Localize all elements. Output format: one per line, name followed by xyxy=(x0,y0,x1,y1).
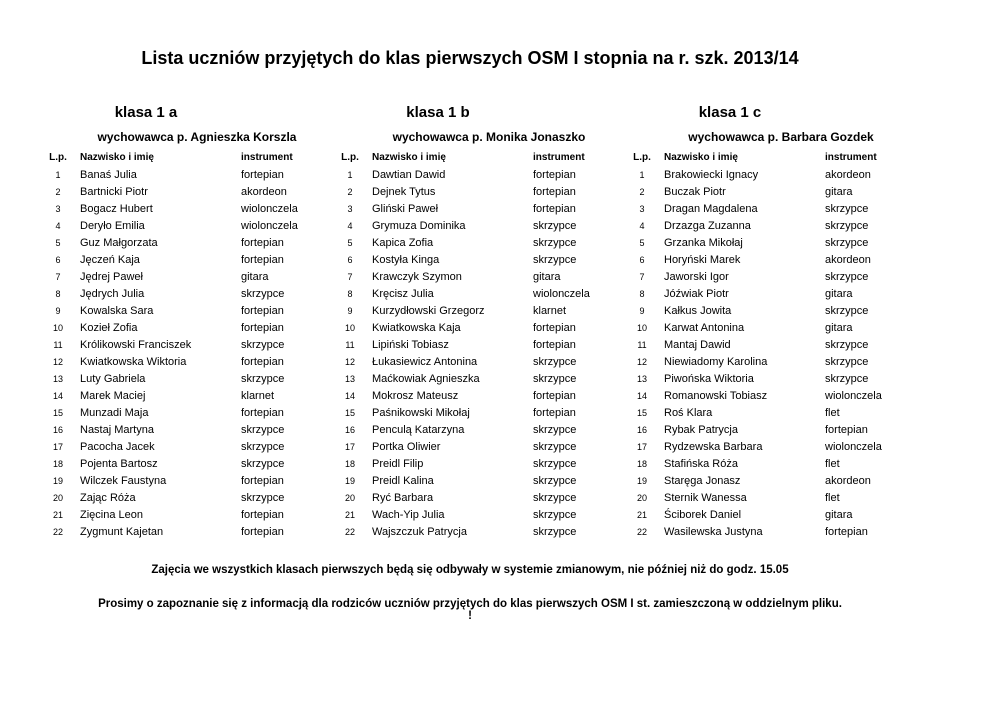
student-instrument: skrzypce xyxy=(533,373,577,385)
student-instrument: gitara xyxy=(825,322,853,334)
student-name: Jędrych Julia xyxy=(80,288,145,300)
student-instrument: flet xyxy=(825,492,840,504)
row-number: 13 xyxy=(52,374,63,384)
class-teacher: wychowawca p. Monika Jonaszko xyxy=(392,130,586,144)
table-row xyxy=(630,303,922,320)
student-instrument: klarnet xyxy=(533,305,567,317)
table-row xyxy=(338,473,630,490)
row-number: 15 xyxy=(636,408,647,418)
row-number: 22 xyxy=(636,527,647,537)
row-number: 3 xyxy=(55,204,61,214)
table-row xyxy=(46,405,338,422)
row-number: 8 xyxy=(347,289,353,299)
student-instrument: flet xyxy=(825,458,840,470)
student-instrument: fortepian xyxy=(241,169,284,181)
table-row xyxy=(338,167,630,184)
table-row xyxy=(630,405,922,422)
table-row xyxy=(338,507,630,524)
table-row xyxy=(630,337,922,354)
row-number: 4 xyxy=(347,221,353,231)
row-number: 17 xyxy=(636,442,647,452)
student-name: Lipiński Tobiasz xyxy=(372,339,449,351)
student-name: Portka Oliwier xyxy=(372,441,441,453)
student-instrument: skrzypce xyxy=(825,305,869,317)
row-number: 9 xyxy=(639,306,645,316)
student-name: Kwiatkowska Kaja xyxy=(372,322,461,334)
student-name: Gliński Paweł xyxy=(372,203,439,215)
student-instrument: skrzypce xyxy=(241,492,285,504)
row-number: 1 xyxy=(55,170,61,180)
student-instrument: fortepian xyxy=(241,322,284,334)
table-row xyxy=(46,167,338,184)
table-row xyxy=(46,422,338,439)
student-name: Staręga Jonasz xyxy=(664,475,741,487)
student-instrument: skrzypce xyxy=(533,441,577,453)
table-row xyxy=(338,286,630,303)
student-name: Jęczeń Kaja xyxy=(80,254,140,266)
student-instrument: skrzypce xyxy=(533,458,577,470)
table-row xyxy=(630,371,922,388)
table-row xyxy=(630,167,922,184)
header-instrument: instrument xyxy=(241,152,293,163)
student-name: Sternik Wanessa xyxy=(664,492,747,504)
student-name: Grymuza Dominika xyxy=(372,220,466,232)
header-name: Nazwisko i imię xyxy=(80,152,154,163)
row-number: 4 xyxy=(639,221,645,231)
table-row xyxy=(46,235,338,252)
row-number: 18 xyxy=(636,459,647,469)
row-number: 15 xyxy=(344,408,355,418)
row-number: 10 xyxy=(52,323,63,333)
header-name: Nazwisko i imię xyxy=(372,152,446,163)
row-number: 2 xyxy=(347,187,353,197)
student-name: Marek Maciej xyxy=(80,390,146,402)
row-number: 8 xyxy=(55,289,61,299)
table-row xyxy=(630,473,922,490)
table-row xyxy=(46,439,338,456)
student-name: Kostyła Kinga xyxy=(372,254,440,266)
row-number: 11 xyxy=(345,340,355,350)
row-number: 9 xyxy=(55,306,61,316)
table-row xyxy=(338,269,630,286)
student-name: Dejnek Tytus xyxy=(372,186,436,198)
student-name: Bogacz Hubert xyxy=(80,203,153,215)
row-number: 5 xyxy=(55,238,61,248)
row-number: 9 xyxy=(347,306,353,316)
student-instrument: skrzypce xyxy=(825,373,869,385)
header-lp: L.p. xyxy=(341,152,359,163)
table-row xyxy=(338,218,630,235)
table-row xyxy=(338,252,630,269)
student-instrument: fortepian xyxy=(825,424,868,436)
student-instrument: fortepian xyxy=(533,322,576,334)
student-instrument: gitara xyxy=(825,186,853,198)
table-row xyxy=(46,269,338,286)
table-row xyxy=(338,371,630,388)
student-instrument: skrzypce xyxy=(241,373,285,385)
row-number: 11 xyxy=(637,340,647,350)
student-name: Ryć Barbara xyxy=(372,492,434,504)
row-number: 14 xyxy=(344,391,355,401)
student-instrument: skrzypce xyxy=(533,492,577,504)
header-lp: L.p. xyxy=(633,152,651,163)
student-instrument: skrzypce xyxy=(241,458,285,470)
table-row xyxy=(338,422,630,439)
student-instrument: skrzypce xyxy=(533,254,577,266)
student-instrument: akordeon xyxy=(241,186,287,198)
student-instrument: wiolonczela xyxy=(533,288,590,300)
student-instrument: wiolonczela xyxy=(825,441,882,453)
row-number: 7 xyxy=(55,272,61,282)
table-row xyxy=(338,303,630,320)
table-row xyxy=(630,439,922,456)
table-row xyxy=(46,252,338,269)
row-number: 22 xyxy=(52,527,63,537)
student-name: Pojenta Bartosz xyxy=(80,458,158,470)
row-number: 3 xyxy=(347,204,353,214)
student-name: Romanowski Tobiasz xyxy=(664,390,768,402)
student-name: Wilczek Faustyna xyxy=(80,475,167,487)
table-row xyxy=(630,269,922,286)
table-row xyxy=(630,388,922,405)
row-number: 15 xyxy=(52,408,63,418)
student-instrument: fortepian xyxy=(533,390,576,402)
student-name: Jaworski Igor xyxy=(664,271,729,283)
student-instrument: akordeon xyxy=(825,254,871,266)
row-number: 17 xyxy=(52,442,63,452)
student-instrument: wiolonczela xyxy=(241,220,298,232)
student-instrument: fortepian xyxy=(241,407,284,419)
student-name: Munzadi Maja xyxy=(80,407,149,419)
class-name: klasa 1 c xyxy=(698,104,762,121)
table-row xyxy=(46,456,338,473)
student-instrument: fortepian xyxy=(241,475,284,487)
row-number: 13 xyxy=(344,374,355,384)
table-row xyxy=(46,473,338,490)
row-number: 21 xyxy=(636,510,647,520)
student-name: Zając Róża xyxy=(80,492,136,504)
student-name: Rybak Patrycja xyxy=(664,424,738,436)
table-row xyxy=(630,201,922,218)
student-instrument: skrzypce xyxy=(825,339,869,351)
row-number: 1 xyxy=(639,170,645,180)
student-instrument: gitara xyxy=(241,271,269,283)
student-name: Królikowski Franciszek xyxy=(80,339,192,351)
student-name: Wajszczuk Patrycja xyxy=(372,526,467,538)
student-name: Paśnikowski Mikołaj xyxy=(372,407,470,419)
table-row xyxy=(338,490,630,507)
student-name: Deryło Emilia xyxy=(80,220,145,232)
table-row xyxy=(338,354,630,371)
student-name: Guz Małgorzata xyxy=(80,237,158,249)
student-name: Wach-Yip Julia xyxy=(372,509,445,521)
student-list xyxy=(630,167,922,541)
student-instrument: fortepian xyxy=(533,407,576,419)
table-row xyxy=(630,507,922,524)
row-number: 13 xyxy=(636,374,647,384)
row-number: 16 xyxy=(344,425,355,435)
table-row xyxy=(46,201,338,218)
student-instrument: skrzypce xyxy=(533,356,577,368)
header-name: Nazwisko i imię xyxy=(664,152,738,163)
student-instrument: skrzypce xyxy=(533,475,577,487)
student-name: Horyński Marek xyxy=(664,254,741,266)
student-instrument: skrzypce xyxy=(533,509,577,521)
row-number: 14 xyxy=(636,391,647,401)
table-row xyxy=(630,354,922,371)
table-row xyxy=(46,286,338,303)
student-instrument: fortepian xyxy=(241,356,284,368)
class-teacher: wychowawca p. Barbara Gozdek xyxy=(688,130,874,144)
row-number: 19 xyxy=(52,476,63,486)
table-row xyxy=(630,320,922,337)
student-name: Niewiadomy Karolina xyxy=(664,356,768,368)
header-instrument: instrument xyxy=(533,152,585,163)
student-instrument: fortepian xyxy=(241,305,284,317)
student-instrument: fortepian xyxy=(533,339,576,351)
page-title: Lista uczniów przyjętych do klas pierwszych OSM I stopnia na r. szk. 2013/14 xyxy=(141,48,799,68)
student-name: Kręcisz Julia xyxy=(372,288,434,300)
student-name: Jędrej Paweł xyxy=(80,271,143,283)
row-number: 14 xyxy=(52,391,63,401)
student-name: Kozieł Zofia xyxy=(80,322,138,334)
student-name: Stafińska Róża xyxy=(664,458,738,470)
student-instrument: fortepian xyxy=(533,186,576,198)
student-instrument: fortepian xyxy=(241,237,284,249)
table-row xyxy=(46,490,338,507)
table-row xyxy=(46,524,338,541)
table-row xyxy=(338,201,630,218)
student-name: Maćkowiak Agnieszka xyxy=(372,373,480,385)
student-name: Nastaj Martyna xyxy=(80,424,154,436)
student-instrument: fortepian xyxy=(241,526,284,538)
table-row xyxy=(338,439,630,456)
student-instrument: skrzypce xyxy=(825,237,869,249)
student-list xyxy=(338,167,630,541)
student-name: Krawczyk Szymon xyxy=(372,271,462,283)
info-note-mark: ! xyxy=(468,610,472,622)
student-instrument: flet xyxy=(825,407,840,419)
student-instrument: klarnet xyxy=(241,390,275,402)
table-row xyxy=(46,337,338,354)
header-lp: L.p. xyxy=(49,152,67,163)
student-name: Kałkus Jowita xyxy=(664,305,732,317)
table-row xyxy=(46,371,338,388)
row-number: 20 xyxy=(344,493,355,503)
student-instrument: skrzypce xyxy=(241,424,285,436)
student-instrument: skrzypce xyxy=(825,356,869,368)
row-number: 3 xyxy=(639,204,645,214)
student-name: Grzanka Mikołaj xyxy=(664,237,743,249)
row-number: 7 xyxy=(639,272,645,282)
table-row xyxy=(630,218,922,235)
student-instrument: skrzypce xyxy=(241,339,285,351)
row-number: 1 xyxy=(347,170,353,180)
row-number: 8 xyxy=(639,289,645,299)
table-row xyxy=(630,456,922,473)
student-instrument: skrzypce xyxy=(241,441,285,453)
student-name: Łukasiewicz Antonina xyxy=(372,356,478,368)
table-row xyxy=(338,337,630,354)
student-instrument: gitara xyxy=(825,509,853,521)
class-name: klasa 1 a xyxy=(114,104,178,121)
student-instrument: gitara xyxy=(825,288,853,300)
class-teacher: wychowawca p. Agnieszka Korszla xyxy=(97,130,297,144)
student-name: Zygmunt Kajetan xyxy=(80,526,164,538)
row-number: 2 xyxy=(55,187,61,197)
student-name: Jóźwiak Piotr xyxy=(664,288,729,300)
student-name: Zięcina Leon xyxy=(80,509,143,521)
row-number: 10 xyxy=(636,323,647,333)
student-instrument: skrzypce xyxy=(825,271,869,283)
table-row xyxy=(338,405,630,422)
student-name: Mokrosz Mateusz xyxy=(372,390,459,402)
table-row xyxy=(630,235,922,252)
row-number: 6 xyxy=(639,255,645,265)
student-name: Brakowiecki Ignacy xyxy=(664,169,759,181)
row-number: 5 xyxy=(347,238,353,248)
student-instrument: wiolonczela xyxy=(241,203,298,215)
student-name: Wasilewska Justyna xyxy=(664,526,763,538)
table-row xyxy=(46,388,338,405)
row-number: 19 xyxy=(636,476,647,486)
student-name: Kurzydłowski Grzegorz xyxy=(372,305,485,317)
student-name: Roś Klara xyxy=(664,407,713,419)
student-name: Piwońska Wiktoria xyxy=(664,373,754,385)
student-name: Karwat Antonina xyxy=(664,322,745,334)
student-instrument: akordeon xyxy=(825,169,871,181)
student-list xyxy=(46,167,338,541)
student-instrument: skrzypce xyxy=(533,424,577,436)
row-number: 5 xyxy=(639,238,645,248)
student-instrument: skrzypce xyxy=(533,220,577,232)
student-instrument: fortepian xyxy=(241,254,284,266)
row-number: 12 xyxy=(344,357,355,367)
student-name: Dragan Magdalena xyxy=(664,203,758,215)
student-instrument: gitara xyxy=(533,271,561,283)
student-instrument: wiolonczela xyxy=(825,390,882,402)
table-row xyxy=(338,235,630,252)
row-number: 10 xyxy=(344,323,355,333)
student-name: Penculą Katarzyna xyxy=(372,424,465,436)
student-name: Luty Gabriela xyxy=(80,373,146,385)
row-number: 20 xyxy=(52,493,63,503)
student-instrument: fortepian xyxy=(533,169,576,181)
table-row xyxy=(630,184,922,201)
table-row xyxy=(630,286,922,303)
header-instrument: instrument xyxy=(825,152,877,163)
table-row xyxy=(46,218,338,235)
student-instrument: fortepian xyxy=(533,203,576,215)
class-name: klasa 1 b xyxy=(406,104,470,121)
row-number: 22 xyxy=(344,527,355,537)
table-row xyxy=(46,184,338,201)
student-name: Preidl Kalina xyxy=(372,475,434,487)
student-instrument: akordeon xyxy=(825,475,871,487)
student-name: Buczak Piotr xyxy=(664,186,726,198)
row-number: 12 xyxy=(636,357,647,367)
table-row xyxy=(46,507,338,524)
row-number: 18 xyxy=(344,459,355,469)
student-instrument: skrzypce xyxy=(825,220,869,232)
student-name: Drzazga Zuzanna xyxy=(664,220,751,232)
schedule-note: Zajęcia we wszystkich klasach pierwszych będą się odbywały w systemie zmianowym, nie później niż do godz. 15.05 xyxy=(151,564,789,576)
student-name: Bartnicki Piotr xyxy=(80,186,148,198)
table-row xyxy=(630,252,922,269)
student-name: Kowalska Sara xyxy=(80,305,154,317)
row-number: 7 xyxy=(347,272,353,282)
row-number: 19 xyxy=(344,476,355,486)
row-number: 2 xyxy=(639,187,645,197)
row-number: 20 xyxy=(636,493,647,503)
table-row xyxy=(338,456,630,473)
row-number: 18 xyxy=(52,459,63,469)
table-row xyxy=(46,303,338,320)
row-number: 17 xyxy=(344,442,355,452)
student-instrument: skrzypce xyxy=(825,203,869,215)
student-instrument: skrzypce xyxy=(241,288,285,300)
table-row xyxy=(630,490,922,507)
student-name: Pacocha Jacek xyxy=(80,441,155,453)
row-number: 12 xyxy=(52,357,63,367)
student-name: Preidl Filip xyxy=(372,458,424,470)
student-instrument: skrzypce xyxy=(533,237,577,249)
student-instrument: fortepian xyxy=(241,509,284,521)
row-number: 16 xyxy=(52,425,63,435)
table-row xyxy=(338,184,630,201)
row-number: 21 xyxy=(52,510,63,520)
student-name: Kapica Zofia xyxy=(372,237,434,249)
info-note: Prosimy o zapoznanie się z informacją dla rodziców uczniów przyjętych do klas pierwszych OSM I st. zamieszczoną w oddzielnym pliku. xyxy=(98,598,842,610)
table-row xyxy=(338,524,630,541)
student-name: Rydzewska Barbara xyxy=(664,441,763,453)
table-row xyxy=(630,422,922,439)
student-name: Banaś Julia xyxy=(80,169,137,181)
student-name: Ściborek Daniel xyxy=(664,509,742,521)
row-number: 6 xyxy=(55,255,61,265)
table-row xyxy=(46,354,338,371)
student-name: Dawtian Dawid xyxy=(372,169,446,181)
student-name: Kwiatkowska Wiktoria xyxy=(80,356,187,368)
table-row xyxy=(338,320,630,337)
table-row xyxy=(46,320,338,337)
row-number: 11 xyxy=(53,340,63,350)
table-row xyxy=(630,524,922,541)
student-name: Mantaj Dawid xyxy=(664,339,731,351)
row-number: 4 xyxy=(55,221,61,231)
row-number: 16 xyxy=(636,425,647,435)
student-instrument: fortepian xyxy=(825,526,868,538)
table-row xyxy=(338,388,630,405)
student-instrument: skrzypce xyxy=(533,526,577,538)
row-number: 21 xyxy=(344,510,355,520)
row-number: 6 xyxy=(347,255,353,265)
